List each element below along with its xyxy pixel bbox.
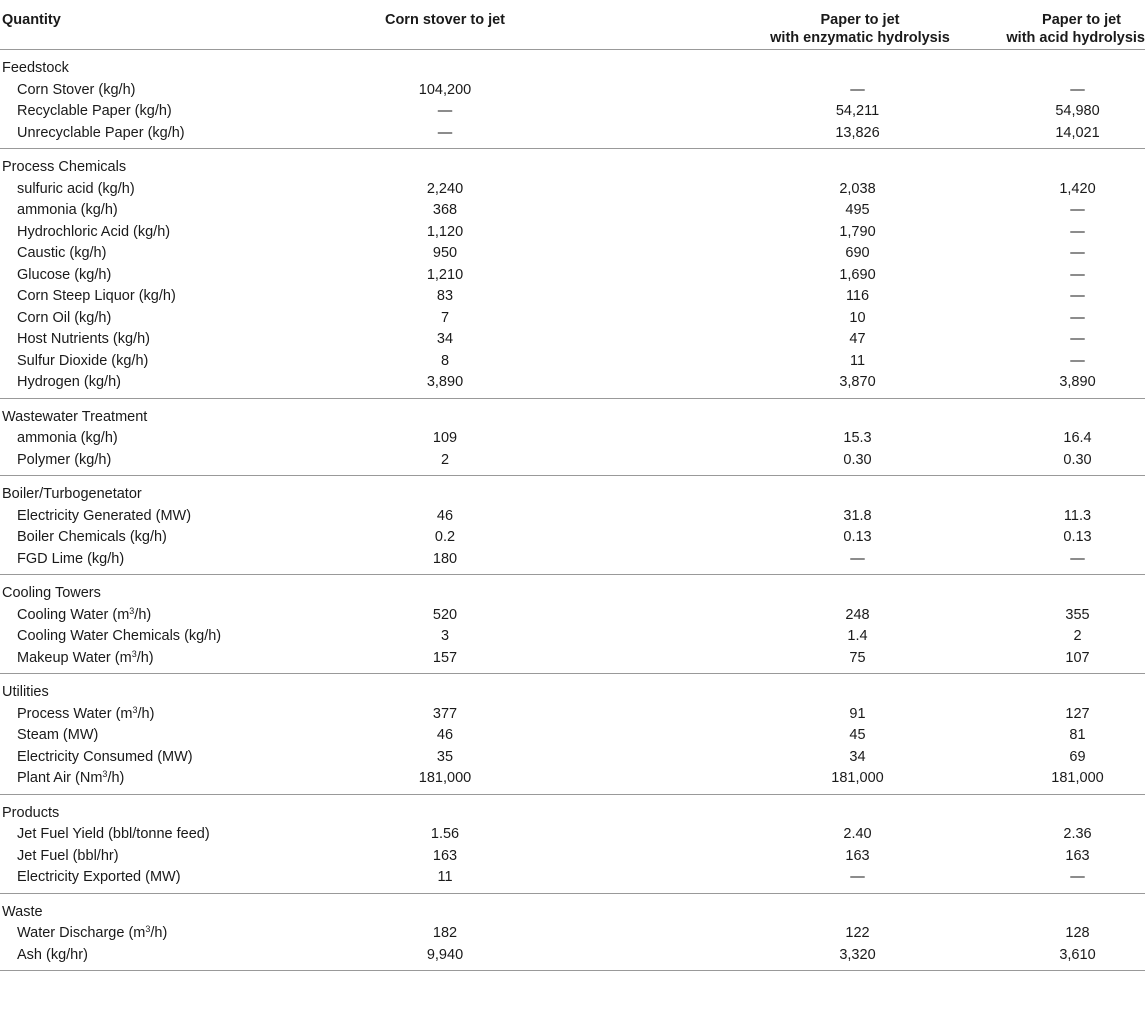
cell-v1: 520 xyxy=(432,606,458,623)
cell-v2: 2,038 xyxy=(839,180,876,197)
table-row xyxy=(0,329,1145,351)
cell-v2: 3,870 xyxy=(839,374,876,390)
table-row xyxy=(0,123,1145,149)
cell-v1: 46 xyxy=(436,507,454,524)
table-row xyxy=(0,527,1145,549)
section-title: Utilities xyxy=(2,684,49,700)
cell-v1: 180 xyxy=(432,550,458,567)
cell-v2: 11 xyxy=(849,352,866,369)
row-label-text: Corn Oil (kg/h) xyxy=(17,309,112,326)
cell-v1: 9,940 xyxy=(426,946,464,963)
row-label-text: Polymer (kg/h) xyxy=(17,451,112,468)
cell-v3: — xyxy=(1070,352,1085,369)
cell-v3: — xyxy=(1070,869,1085,885)
cell-v3: 2.36 xyxy=(1063,826,1092,842)
table-row xyxy=(0,549,1145,575)
cell-v3: 0.13 xyxy=(1063,529,1092,545)
row-label-text: Boiler Chemicals (kg/h) xyxy=(17,529,167,545)
row-label xyxy=(0,308,340,330)
row-label xyxy=(0,372,340,398)
row-label-text: Unrecyclable Paper (kg/h) xyxy=(17,124,185,141)
header-paper-enzymatic xyxy=(770,11,950,47)
cell-v3: — xyxy=(1070,550,1085,567)
cell-v3: 107 xyxy=(1065,649,1090,666)
cell-v1: 3 xyxy=(440,628,450,644)
row-label xyxy=(0,80,340,102)
row-label-suffix: /h) xyxy=(107,770,125,786)
section-header-row xyxy=(0,50,1145,80)
cell-v2: 163 xyxy=(845,847,870,864)
row-label-text: Steam (MW) xyxy=(17,727,99,743)
row-label-text: Makeup Water (m xyxy=(17,649,132,666)
section-title: Boiler/Turbogenetator xyxy=(2,486,142,502)
table-row xyxy=(0,846,1145,868)
table-row xyxy=(0,200,1145,222)
cell-v2: 91 xyxy=(849,705,866,722)
row-label xyxy=(0,824,340,846)
row-label xyxy=(0,329,340,351)
cell-v2: 31.8 xyxy=(843,507,872,524)
row-label-superscript: 3 xyxy=(102,769,108,779)
row-label-text: Ash (kg/hr) xyxy=(17,946,88,963)
cell-v3: 3,890 xyxy=(1059,374,1096,390)
cell-v1: 11 xyxy=(437,869,453,885)
cell-v2: 15.3 xyxy=(843,430,872,446)
cell-v1: 2 xyxy=(440,451,450,468)
table-row xyxy=(0,101,1145,123)
row-label xyxy=(0,704,340,726)
table-row xyxy=(0,824,1145,846)
cell-v3: 0.30 xyxy=(1063,451,1092,468)
cell-v3: — xyxy=(1070,223,1085,240)
row-label-text: Jet Fuel (bbl/hr) xyxy=(17,847,119,864)
cell-v1: 34 xyxy=(436,331,454,347)
table-row xyxy=(0,450,1145,476)
cell-v3: 2 xyxy=(1073,628,1082,644)
cell-v2: 690 xyxy=(845,245,870,261)
row-label-text: Sulfur Dioxide (kg/h) xyxy=(17,352,149,369)
cell-v2: 2.40 xyxy=(843,826,872,842)
section-header-row xyxy=(0,476,1145,506)
row-label xyxy=(0,945,340,971)
cell-v3: — xyxy=(1070,245,1085,261)
cell-v2: 3,320 xyxy=(839,946,876,963)
row-label xyxy=(0,265,340,287)
cell-v1: — xyxy=(437,124,453,141)
section-header-row xyxy=(0,149,1145,179)
row-label xyxy=(0,222,340,244)
cell-v3: 1,420 xyxy=(1059,180,1096,197)
row-label xyxy=(0,549,340,575)
row-label xyxy=(0,626,340,648)
row-label xyxy=(0,747,340,769)
cell-v2: 181,000 xyxy=(831,770,884,786)
row-label xyxy=(0,450,340,476)
row-label-text: Plant Air (Nm xyxy=(17,770,103,786)
table-row xyxy=(0,308,1145,330)
cell-v3: 69 xyxy=(1069,748,1086,765)
table-row xyxy=(0,945,1145,971)
header-paper-acid xyxy=(1006,11,1145,47)
cell-v1: 368 xyxy=(432,202,458,218)
row-label xyxy=(0,768,340,794)
table-row xyxy=(0,725,1145,747)
cell-v3: 14,021 xyxy=(1055,124,1100,141)
section-title: Products xyxy=(2,804,60,821)
row-label-text: Electricity Exported (MW) xyxy=(17,869,181,885)
row-label-text: Glucose (kg/h) xyxy=(17,266,112,283)
row-label-text: Electricity Consumed (MW) xyxy=(17,748,193,765)
table-row xyxy=(0,243,1145,265)
cell-v2: 1.4 xyxy=(847,628,868,644)
cell-v3: — xyxy=(1070,266,1085,283)
table-row xyxy=(0,351,1145,373)
cell-v2: 0.30 xyxy=(843,451,872,468)
row-label xyxy=(0,428,340,450)
row-label-superscript: 3 xyxy=(132,704,138,715)
cell-v1: 377 xyxy=(432,705,458,722)
row-label-suffix: /h) xyxy=(137,705,155,722)
cell-v3: 355 xyxy=(1065,606,1090,623)
cell-v2: 0.13 xyxy=(843,529,872,545)
table-row xyxy=(0,747,1145,769)
row-label-text: Cooling Water (m xyxy=(17,606,130,623)
cell-v3: — xyxy=(1070,288,1085,304)
row-label xyxy=(0,101,340,123)
row-label-suffix: /h) xyxy=(136,649,154,666)
table-body xyxy=(0,50,1145,971)
header-row xyxy=(0,0,1145,50)
cell-v3: 16.4 xyxy=(1063,430,1092,446)
cell-v2: — xyxy=(850,81,865,98)
row-label-text: Process Water (m xyxy=(17,705,133,722)
section-header-row xyxy=(0,893,1145,923)
section-header-row xyxy=(0,674,1145,704)
cell-v1: — xyxy=(437,103,453,119)
section-header-row xyxy=(0,794,1145,824)
table-row xyxy=(0,372,1145,398)
cell-v2: 10 xyxy=(849,309,866,326)
cell-v3: — xyxy=(1070,81,1085,98)
cell-v3: — xyxy=(1070,202,1085,218)
row-label-text: Hydrochloric Acid (kg/h) xyxy=(17,223,171,240)
section-title: Feedstock xyxy=(2,60,69,76)
table-row xyxy=(0,768,1145,794)
row-label xyxy=(0,200,340,222)
table-row xyxy=(0,286,1145,308)
cell-v2: 47 xyxy=(849,331,866,347)
cell-v1: 1.56 xyxy=(430,826,460,842)
table-row xyxy=(0,867,1145,893)
row-label xyxy=(0,286,340,308)
header-quantity: Quantity xyxy=(0,0,340,50)
table-row xyxy=(0,923,1145,945)
row-label xyxy=(0,867,340,893)
cell-v3: 54,980 xyxy=(1055,103,1100,119)
table-row xyxy=(0,265,1145,287)
row-label xyxy=(0,179,340,201)
cell-v2: 13,826 xyxy=(835,124,880,141)
row-label-text: ammonia (kg/h) xyxy=(17,430,118,446)
table-row xyxy=(0,80,1145,102)
cell-v3: 127 xyxy=(1065,705,1090,722)
table-header xyxy=(0,0,1145,50)
header-paper-acid-line1: Paper to jet xyxy=(1042,12,1121,28)
cell-v1: 157 xyxy=(432,649,458,666)
table-row xyxy=(0,704,1145,726)
cell-v2: 1,790 xyxy=(839,223,876,240)
header-paper-cols xyxy=(550,0,1145,50)
row-label-text: Electricity Generated (MW) xyxy=(17,507,192,524)
cell-v1: 1,120 xyxy=(426,223,464,240)
header-paper-enzymatic-line2: with enzymatic hydrolysis xyxy=(770,30,950,46)
cell-v3: 3,610 xyxy=(1059,946,1096,963)
row-label-text: FGD Lime (kg/h) xyxy=(17,550,125,567)
row-label xyxy=(0,527,340,549)
table-row xyxy=(0,506,1145,528)
cell-v3: 181,000 xyxy=(1051,770,1104,786)
cell-v1: 181,000 xyxy=(418,770,472,786)
cell-v1: 109 xyxy=(432,430,458,446)
section-title: Cooling Towers xyxy=(2,585,101,601)
cell-v2: 34 xyxy=(849,748,866,765)
cell-v1: 0.2 xyxy=(434,529,456,545)
row-label-text: Recyclable Paper (kg/h) xyxy=(17,103,172,119)
header-paper-acid-line2: with acid hydrolysis xyxy=(1006,30,1145,46)
cell-v2: 45 xyxy=(849,727,866,743)
cell-v2: — xyxy=(850,869,865,885)
row-label xyxy=(0,506,340,528)
cell-v1: 1,210 xyxy=(426,266,464,283)
row-label-superscript: 3 xyxy=(145,924,151,934)
cell-v3: 128 xyxy=(1065,925,1090,941)
cell-v3: 11.3 xyxy=(1063,507,1092,524)
section-title: Process Chemicals xyxy=(2,159,127,175)
cell-v3: 163 xyxy=(1065,847,1090,864)
header-paper-enzymatic-line1: Paper to jet xyxy=(820,12,900,28)
cell-v2: 248 xyxy=(845,606,870,623)
table-row xyxy=(0,648,1145,674)
cell-v1: 2,240 xyxy=(426,180,464,197)
row-label xyxy=(0,725,340,747)
cell-v3: — xyxy=(1070,331,1085,347)
section-header-row xyxy=(0,398,1145,428)
cell-v1: 83 xyxy=(436,288,454,304)
row-label-text: Caustic (kg/h) xyxy=(17,245,107,261)
row-label xyxy=(0,243,340,265)
cell-v2: 116 xyxy=(845,288,870,304)
cell-v1: 3,890 xyxy=(426,374,464,390)
cell-v3: — xyxy=(1070,309,1085,326)
cell-v2: 495 xyxy=(845,202,870,218)
row-label xyxy=(0,846,340,868)
cell-v1: 163 xyxy=(432,847,458,864)
row-label xyxy=(0,923,340,945)
header-corn-stover: Corn stover to jet xyxy=(340,0,550,50)
row-label xyxy=(0,123,340,149)
cell-v2: 54,211 xyxy=(835,103,880,119)
table-row xyxy=(0,222,1145,244)
cell-v1: 182 xyxy=(432,925,458,941)
section-title: Waste xyxy=(2,903,43,920)
row-label-text: Hydrogen (kg/h) xyxy=(17,374,121,390)
cell-v1: 950 xyxy=(432,245,458,261)
cell-v2: — xyxy=(850,550,865,567)
row-label-superscript: 3 xyxy=(129,605,135,616)
section-header-row xyxy=(0,575,1145,605)
row-label xyxy=(0,648,340,674)
cell-v1: 35 xyxy=(436,748,454,765)
row-label-text: Water Discharge (m xyxy=(17,925,146,941)
row-label-text: Jet Fuel Yield (bbl/tonne feed) xyxy=(17,826,210,842)
section-title: Wastewater Treatment xyxy=(2,408,148,425)
row-label-text: Corn Stover (kg/h) xyxy=(17,81,136,98)
row-label-superscript: 3 xyxy=(131,648,137,659)
cell-v2: 75 xyxy=(849,649,866,666)
row-label-text: Cooling Water Chemicals (kg/h) xyxy=(17,628,222,644)
cell-v1: 7 xyxy=(440,309,450,326)
row-label-text: sulfuric acid (kg/h) xyxy=(17,180,135,197)
cell-v3: 81 xyxy=(1069,727,1086,743)
table-row xyxy=(0,179,1145,201)
cell-v1: 46 xyxy=(436,727,454,743)
row-label-suffix: /h) xyxy=(150,925,168,941)
row-label-text: ammonia (kg/h) xyxy=(17,202,118,218)
cell-v1: 104,200 xyxy=(418,81,472,98)
row-label xyxy=(0,351,340,373)
cell-v2: 1,690 xyxy=(839,266,876,283)
cell-v2: 122 xyxy=(845,925,870,941)
cell-v1: 8 xyxy=(440,352,450,369)
row-label-text: Corn Steep Liquor (kg/h) xyxy=(17,288,176,304)
table-row xyxy=(0,428,1145,450)
table-row xyxy=(0,605,1145,627)
row-label xyxy=(0,605,340,627)
row-label-text: Host Nutrients (kg/h) xyxy=(17,331,150,347)
table-row xyxy=(0,626,1145,648)
row-label-suffix: /h) xyxy=(134,606,152,623)
